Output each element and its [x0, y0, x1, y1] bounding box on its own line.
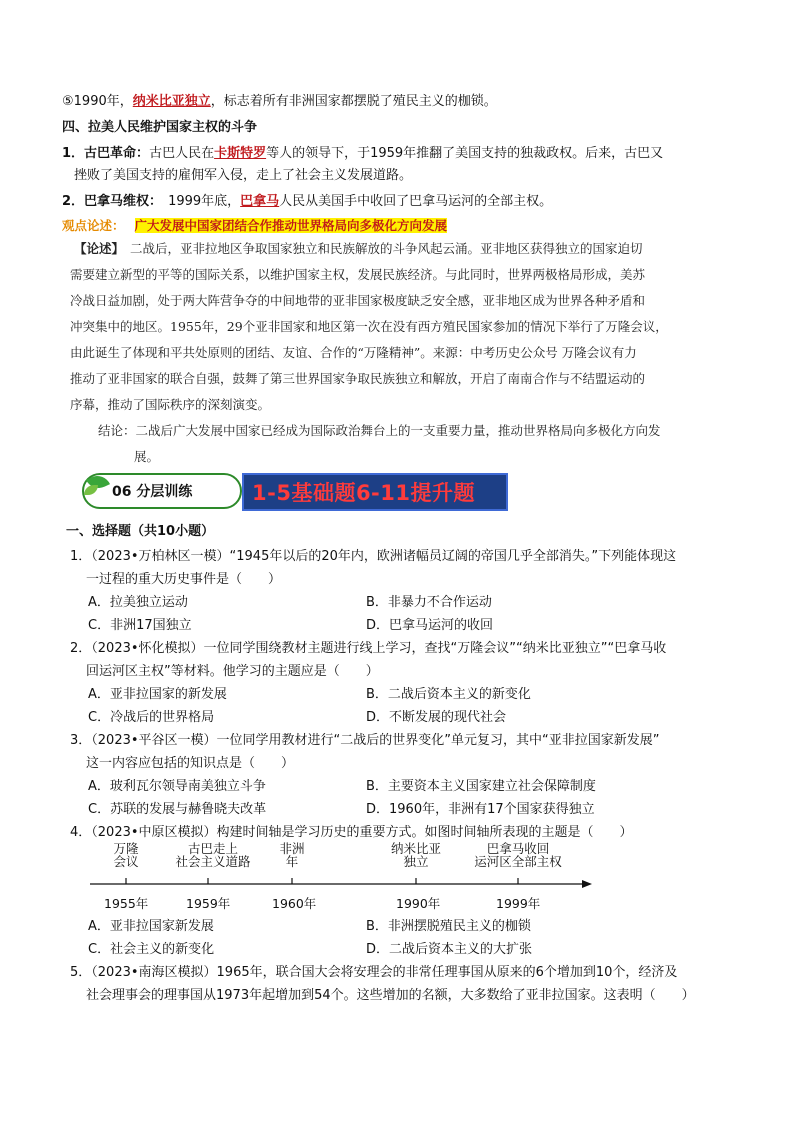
timeline-year: 1999年	[496, 896, 541, 911]
banner-box: 1-5基础题6-11提升题	[242, 473, 508, 511]
question-3-stem-2: 这一内容应包括的知识点是（ ）	[86, 756, 295, 771]
question-2-stem: 2．（2023•怀化模拟）一位同学围绕教材主题进行线上学习，查找“万隆会议”“纳米比亚独立”“巴拿马收	[70, 641, 667, 656]
q3-option-c[interactable]: C．苏联的发展与赫鲁晓夫改革	[88, 802, 267, 817]
question-1-stem-2: 一过程的重大历史事件是（ ）	[86, 572, 282, 587]
banner-pill: 06 分层训练	[82, 473, 242, 509]
timeline-year: 1990年	[396, 896, 441, 911]
section-4-title: 四、拉美人民维护国家主权的斗争	[62, 120, 258, 135]
q2-option-b[interactable]: B．二战后资本主义的新变化	[366, 687, 531, 702]
essay-line: 由此诞生了体现和平共处原则的团结、友谊、合作的“万隆精神”。来源：中考历史公众号 万隆会议有力	[70, 345, 637, 360]
question-5-stem: 5．（2023•南海区模拟）1965年，联合国大会将安理会的非常任理事国从原来的6个增加到10个，经济及	[70, 965, 678, 980]
timeline-year: 1959年	[186, 896, 231, 911]
essay-conclusion-2: 展。	[134, 449, 160, 464]
timeline-year: 1960年	[272, 896, 317, 911]
q2-option-c[interactable]: C．冷战后的世界格局	[88, 710, 215, 725]
essay-conclusion: 结论：二战后广大发展中国家已经成为国际政治舞台上的一支重要力量，推动世界格局向多极化方向发	[98, 423, 661, 438]
q3-option-b[interactable]: B．主要资本主义国家建立社会保障制度	[366, 779, 596, 794]
question-1-stem: 1．（2023•万柏林区一模）“1945年以后的20年内，欧洲诸幅员辽阔的帝国几乎全部消失。”下列能体现这	[70, 549, 677, 564]
question-4-stem: 4．（2023•中原区模拟）构建时间轴是学习历史的重要方式。如图时间轴所表现的主题是（ ）	[70, 825, 633, 840]
essay-line: 冷战日益加剧，处于两大阵营争夺的中间地带的亚非国家极度缺乏安全感，亚非地区成为世界各种矛盾和	[70, 293, 646, 308]
leaf-small-icon	[84, 485, 98, 495]
timeline-label: 巴拿马收回 运河区全部主权	[474, 841, 562, 869]
timeline-label: 古巴走上 社会主义道路	[175, 841, 251, 869]
timeline-label: 万隆 会议	[113, 841, 139, 869]
timeline-label: 纳米比亚 独立	[390, 841, 441, 869]
panama-line: 2．巴拿马维权： 1999年底，巴拿马人民从美国手中收回了巴拿马运河的全部主权。	[62, 194, 553, 209]
question-5-stem-2: 社会理事会的理事国从1973年起增加到54个。这些增加的名额，大多数给了亚非拉国家。这表明（ ）	[86, 988, 695, 1003]
q4-option-b[interactable]: B．非洲摆脱殖民主义的枷锁	[366, 919, 531, 934]
q1-option-c[interactable]: C．非洲17国独立	[88, 618, 192, 633]
cuba-line-2: 挫败了美国支持的雇佣军入侵，走上了社会主义发展道路。	[74, 168, 413, 183]
essay-line: 【论述】 二战后，亚非拉地区争取国家独立和民族解放的斗争风起云涌。亚非地区获得独立的国家迫切	[74, 241, 643, 256]
essay-line: 推动了亚非国家的联合自强，鼓舞了第三世界国家争取民族独立和解放，开启了南南合作与不结盟运动的	[70, 371, 646, 386]
panama-highlight: 巴拿马	[240, 194, 280, 209]
q3-option-d[interactable]: D．1960年，非洲有17个国家获得独立	[366, 802, 595, 817]
cuba-line-1: 1．古巴革命：古巴人民在卡斯特罗等人的领导下，于1959年推翻了美国支持的独裁政权。后来，古巴又	[62, 146, 664, 161]
essay-line: 序幕，推动了国际秩序的深刻演变。	[70, 397, 271, 412]
timeline-label: 非洲 年	[279, 841, 305, 869]
q1-option-b[interactable]: B．非暴力不合作运动	[366, 595, 492, 610]
namibia-highlight: 纳米比亚独立	[132, 94, 211, 109]
q1-option-a[interactable]: A．拉美独立运动	[88, 595, 188, 610]
timeline	[86, 842, 596, 912]
essay-line: 需要建立新型的平等的国际关系，以维护国家主权，发展民族经济。与此同时，世界两极格局形成，美苏	[70, 267, 646, 282]
q4-option-a[interactable]: A．亚非拉国家新发展	[88, 919, 214, 934]
essay-line: 冲突集中的地区。1955年，29个亚非国家和地区第一次在没有西方殖民国家参加的情况下举行了万隆会议，	[70, 319, 668, 334]
q1-option-d[interactable]: D．巴拿马运河的收回	[366, 618, 494, 633]
timeline-year: 1955年	[104, 896, 149, 911]
q3-option-a[interactable]: A．玻利瓦尔领导南美独立斗争	[88, 779, 266, 794]
q4-option-c[interactable]: C．社会主义的新变化	[88, 942, 215, 957]
castro-highlight: 卡斯特罗	[214, 146, 267, 161]
question-3-stem: 3．（2023•平谷区一模）一位同学用教材进行“二战后的世界变化”单元复习，其中“亚非拉国家新发展”	[70, 733, 660, 748]
section-banner	[72, 464, 512, 512]
essay-block	[70, 236, 730, 470]
q2-option-d[interactable]: D．不断发展的现代社会	[366, 710, 507, 725]
q2-option-a[interactable]: A．亚非拉国家的新发展	[88, 687, 227, 702]
question-2-stem-2: 回运河区主权”等材料。他学习的主题应是（ ）	[86, 664, 379, 679]
line-namibia: ⑤1990年，纳米比亚独立，标志着所有非洲国家都摆脱了殖民主义的枷锁。	[62, 94, 497, 109]
viewpoint-line: 观点论述： 广大发展中国家团结合作推动世界格局向多极化方向发展	[62, 218, 448, 233]
q4-option-d[interactable]: D．二战后资本主义的大扩张	[366, 942, 533, 957]
viewpoint-highlight: 广大发展中国家团结合作推动世界格局向多极化方向发展	[134, 218, 448, 233]
section-1-title: 一、选择题（共10小题）	[66, 524, 215, 539]
